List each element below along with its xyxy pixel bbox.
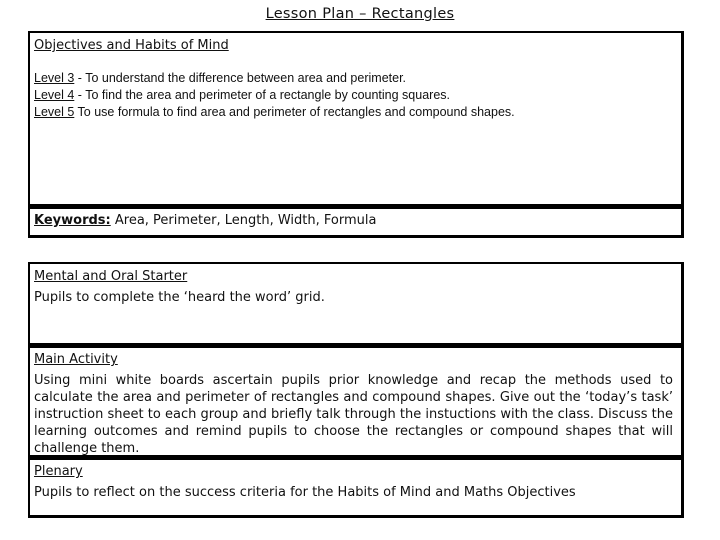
keywords-text: Area, Perimeter, Length, Width, Formula bbox=[110, 213, 377, 228]
keywords-box bbox=[28, 207, 684, 238]
main-activity-text: Using mini white boards ascertain pupils prior knowledge and recap the methods used to calculate the area and perimeter of rectangles and compound shapes. Give out the ‘today’s task’ instruction sheet to each group and briefly talk through the instuctions with the class. Discuss the learning outcomes and remind pupils to choose the rectangles or compound shapes that will challenge them. bbox=[34, 373, 673, 456]
level-5-objective bbox=[34, 104, 675, 121]
main-activity-box bbox=[28, 346, 684, 458]
level-4-label: Level 4 bbox=[34, 88, 75, 102]
plenary-heading: Plenary bbox=[34, 464, 83, 479]
plenary-box bbox=[28, 458, 684, 518]
level-5-text: To use formula to find area and perimeter of rectangles and compound shapes. bbox=[74, 105, 515, 119]
level-4-objective bbox=[34, 87, 675, 104]
level-5-label: Level 5 bbox=[34, 105, 75, 119]
keywords-label: Keywords: bbox=[34, 213, 111, 228]
main-activity-heading: Main Activity bbox=[34, 352, 118, 367]
level-3-label: Level 3 bbox=[34, 71, 75, 85]
level-3-objective bbox=[34, 70, 675, 87]
level-4-text: - To find the area and perimeter of a rectangle by counting squares. bbox=[74, 88, 451, 102]
starter-heading: Mental and Oral Starter bbox=[34, 269, 188, 284]
starter-box bbox=[28, 262, 684, 346]
objectives-heading: Objectives and Habits of Mind bbox=[34, 38, 229, 53]
objectives-list bbox=[34, 70, 675, 121]
starter-text: Pupils to complete the ‘heard the word’ grid. bbox=[34, 290, 325, 305]
page-title: Lesson Plan – Rectangles bbox=[265, 6, 455, 22]
keywords-row bbox=[34, 213, 376, 228]
level-3-text: - To understand the difference between area and perimeter. bbox=[74, 71, 407, 85]
objectives-box bbox=[28, 31, 684, 207]
plenary-text: Pupils to reflect on the success criteria for the Habits of Mind and Maths Objectives bbox=[34, 485, 576, 500]
